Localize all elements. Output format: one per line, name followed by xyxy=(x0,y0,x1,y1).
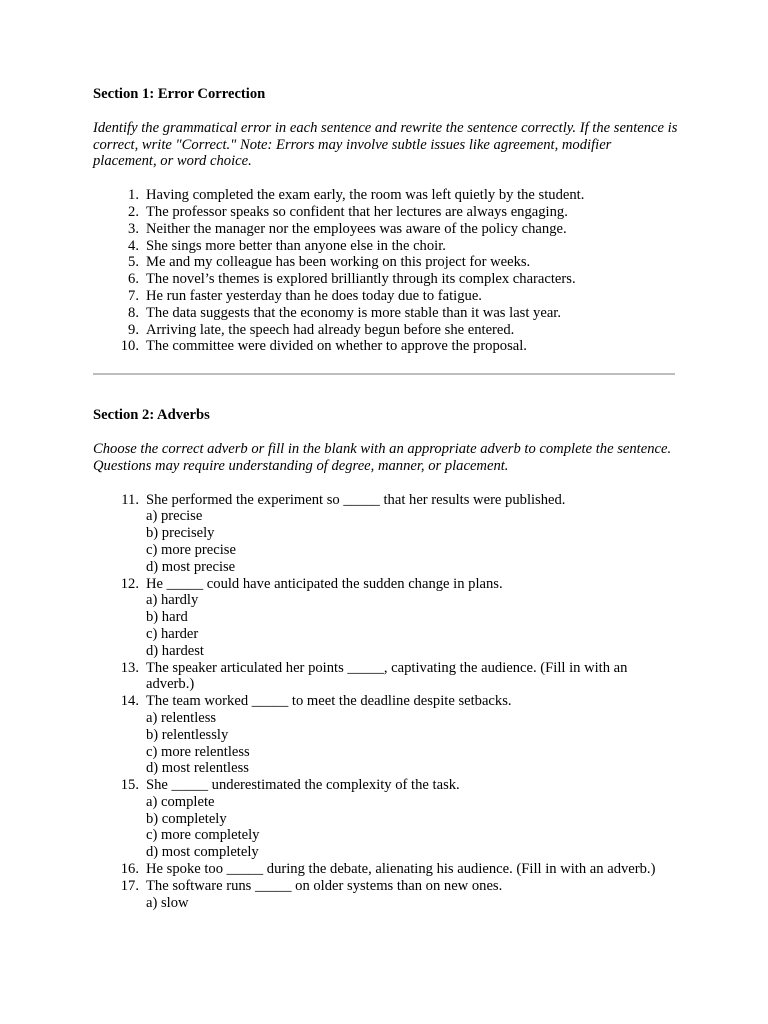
question-number: 17. xyxy=(120,877,139,894)
question-number: 13. xyxy=(120,659,139,676)
question-item xyxy=(93,254,678,271)
answer-option: c) more relentless xyxy=(146,743,250,760)
answer-option: d) most completely xyxy=(146,844,259,861)
question-text: The software runs _____ on older systems than on new ones. xyxy=(146,877,503,894)
question-number: 6. xyxy=(128,271,139,288)
answer-option: b) hard xyxy=(146,609,188,626)
question-body xyxy=(146,693,678,777)
question-text: Having completed the exam early, the room was left quietly by the student. xyxy=(146,187,585,204)
answer-option: a) relentless xyxy=(146,709,217,726)
question-text: The data suggests that the economy is more stable than it was last year. xyxy=(146,304,562,321)
question-number: 5. xyxy=(128,254,139,271)
question-body xyxy=(146,576,678,660)
question-item xyxy=(93,878,678,912)
answer-option: b) precisely xyxy=(146,525,215,542)
question-item xyxy=(93,777,678,861)
number-spacer xyxy=(139,660,146,694)
question-item xyxy=(93,861,678,878)
question-body xyxy=(146,878,678,912)
question-number: 11. xyxy=(121,491,139,508)
question-item xyxy=(93,492,678,576)
question-body xyxy=(146,187,678,204)
question-text: She performed the experiment so _____ that her results were published. xyxy=(146,491,566,508)
question-number: 7. xyxy=(128,287,139,304)
number-spacer xyxy=(139,187,146,204)
question-item xyxy=(93,271,678,288)
question-text: Arriving late, the speech had already begun before she entered. xyxy=(146,321,515,338)
question-item xyxy=(93,221,678,238)
question-body xyxy=(146,777,678,861)
number-spacer xyxy=(139,238,146,255)
number-spacer xyxy=(139,254,146,271)
question-item xyxy=(93,660,678,694)
number-spacer xyxy=(139,271,146,288)
question-text: The speaker articulated her points _____, captivating the audience. (Fill in with an adverb.) xyxy=(146,659,628,693)
question-number: 15. xyxy=(120,777,139,794)
answer-option: d) most precise xyxy=(146,558,236,575)
question-item xyxy=(93,305,678,322)
question-item xyxy=(93,576,678,660)
question-number: 9. xyxy=(128,321,139,338)
answer-option: a) slow xyxy=(146,894,189,911)
number-spacer xyxy=(139,777,146,861)
answer-option: d) hardest xyxy=(146,642,204,659)
answer-option: c) more completely xyxy=(146,827,260,844)
question-body xyxy=(146,221,678,238)
section-1-question-list xyxy=(93,187,678,355)
section-2-instructions: Choose the correct adverb or fill in the blank with an appropriate adverb to complete the sentence. Questions may require understanding of degree, manner, or placement. xyxy=(93,440,672,474)
number-spacer xyxy=(139,305,146,322)
question-body xyxy=(146,322,678,339)
section-divider xyxy=(93,373,675,375)
question-text: The professor speaks so confident that her lectures are always engaging. xyxy=(146,203,568,220)
question-item xyxy=(93,204,678,221)
number-spacer xyxy=(139,338,146,355)
question-body xyxy=(146,271,678,288)
question-number: 16. xyxy=(120,861,139,878)
question-item xyxy=(93,693,678,777)
question-text: The team worked _____ to meet the deadline despite setbacks. xyxy=(146,693,512,710)
section-2-title: Section 2: Adverbs xyxy=(93,407,210,424)
answer-option: c) more precise xyxy=(146,541,236,558)
number-spacer xyxy=(139,288,146,305)
question-text: Me and my colleague has been working on this project for weeks. xyxy=(146,254,531,271)
question-body xyxy=(146,204,678,221)
question-text: He spoke too _____ during the debate, alienating his audience. (Fill in with an adverb.) xyxy=(146,861,656,878)
number-spacer xyxy=(139,221,146,238)
question-number: 10. xyxy=(120,338,139,355)
answer-option: d) most relentless xyxy=(146,760,249,777)
question-number: 8. xyxy=(128,304,139,321)
section-2-question-list xyxy=(93,492,678,912)
question-body xyxy=(146,338,678,355)
question-body xyxy=(146,660,678,694)
number-spacer xyxy=(139,322,146,339)
answer-option: a) complete xyxy=(146,793,215,810)
number-spacer xyxy=(139,693,146,777)
question-body xyxy=(146,254,678,271)
question-body xyxy=(146,238,678,255)
question-text: He _____ could have anticipated the sudden change in plans. xyxy=(146,575,503,592)
question-body xyxy=(146,492,678,576)
question-text: She _____ underestimated the complexity of the task. xyxy=(146,777,460,794)
question-number: 4. xyxy=(128,237,139,254)
answer-option: a) hardly xyxy=(146,592,199,609)
question-number: 12. xyxy=(120,575,139,592)
section-2 xyxy=(93,407,678,911)
question-item xyxy=(93,238,678,255)
question-item xyxy=(93,288,678,305)
section-1-instructions: Identify the grammatical error in each sentence and rewrite the sentence correctly. If the sentence is correct, write "Correct." Note: Errors may involve subtle issues like agreement, modifier placement, or word choice. xyxy=(93,119,678,170)
answer-option: c) harder xyxy=(146,625,199,642)
question-text: She sings more better than anyone else in the choir. xyxy=(146,237,446,254)
question-number: 1. xyxy=(128,187,139,204)
number-spacer xyxy=(139,878,146,912)
answer-option: a) precise xyxy=(146,508,203,525)
answer-option: b) completely xyxy=(146,810,227,827)
question-text: He run faster yesterday than he does today due to fatigue. xyxy=(146,287,482,304)
number-spacer xyxy=(139,492,146,576)
question-item xyxy=(93,338,678,355)
question-number: 2. xyxy=(128,203,139,220)
number-spacer xyxy=(139,204,146,221)
question-number: 14. xyxy=(120,693,139,710)
document-content xyxy=(93,86,678,911)
number-spacer xyxy=(139,861,146,878)
question-body xyxy=(146,861,678,878)
question-item xyxy=(93,187,678,204)
question-text: The committee were divided on whether to approve the proposal. xyxy=(146,338,527,355)
answer-option: b) relentlessly xyxy=(146,726,229,743)
question-body xyxy=(146,305,678,322)
question-text: The novel’s themes is explored brilliantly through its complex characters. xyxy=(146,271,576,288)
number-spacer xyxy=(139,576,146,660)
question-text: Neither the manager nor the employees was aware of the policy change. xyxy=(146,220,567,237)
section-1-title: Section 1: Error Correction xyxy=(93,86,266,102)
question-body xyxy=(146,288,678,305)
question-item xyxy=(93,322,678,339)
question-number: 3. xyxy=(128,220,139,237)
